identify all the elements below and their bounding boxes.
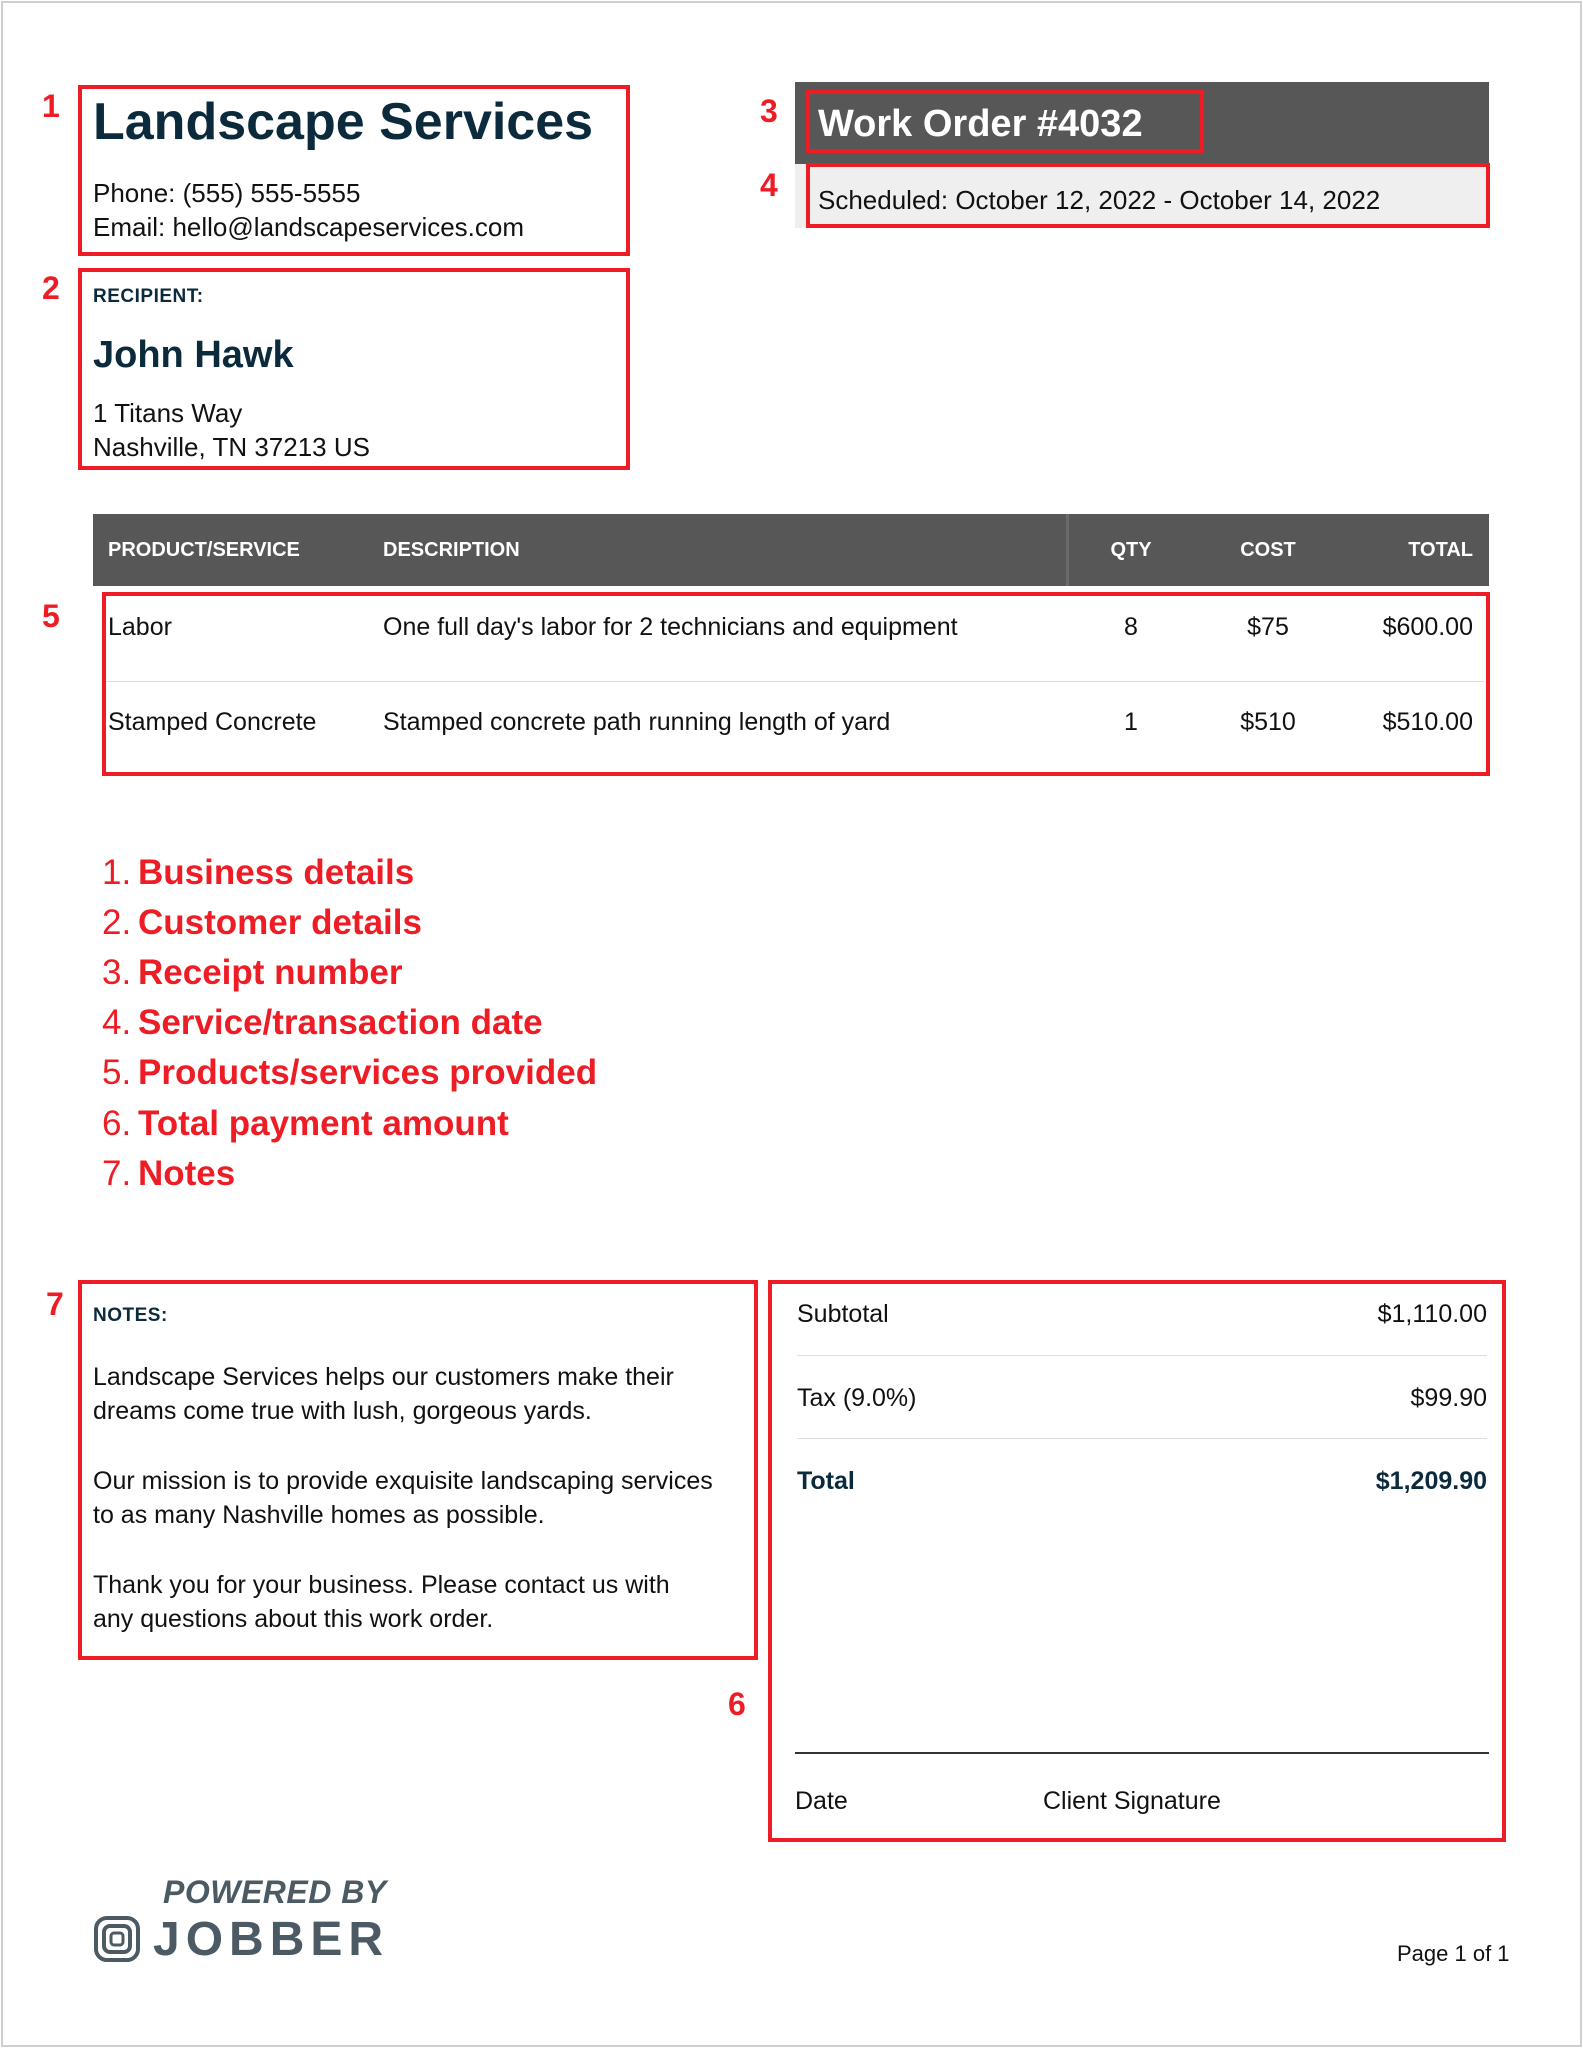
legend-text: Products/services provided <box>138 1053 598 1092</box>
subtotal-label: Subtotal <box>797 1300 889 1328</box>
legend-text: Customer details <box>138 903 422 942</box>
recipient-address-line1: 1 Titans Way <box>93 398 243 428</box>
annotation-box-receipt-number <box>806 90 1204 153</box>
legend-item-1 <box>102 853 414 893</box>
annotation-marker-5: 5 <box>42 598 60 634</box>
legend-text: Business details <box>138 853 415 892</box>
row2-cost: $510 <box>1240 708 1296 736</box>
signature-date-label: Date <box>795 1787 848 1815</box>
legend-num: 4. <box>102 1003 132 1042</box>
legend-num: 1. <box>102 853 132 892</box>
legend-num: 2. <box>102 903 132 942</box>
annotation-box-date <box>806 163 1490 228</box>
tax-value: $99.90 <box>1410 1384 1487 1412</box>
legend-item-2 <box>102 903 422 943</box>
business-phone: Phone: (555) 555-5555 <box>93 178 361 208</box>
row2-qty: 1 <box>1124 708 1138 736</box>
notes-line: Our mission is to provide exquisite landscaping services <box>93 1467 713 1495</box>
annotation-box-notes <box>78 1280 758 1660</box>
jobber-logo-icon <box>93 1915 141 1963</box>
business-name: Landscape Services <box>93 93 594 151</box>
page-number: Page 1 of 1 <box>1397 1941 1510 1966</box>
recipient-label: RECIPIENT: <box>93 286 204 307</box>
row1-total: $600.00 <box>1382 613 1473 641</box>
annotation-marker-2: 2 <box>42 270 60 306</box>
notes-label: NOTES: <box>93 1305 168 1326</box>
annotation-marker-3: 3 <box>760 93 778 129</box>
annotation-marker-7: 7 <box>46 1286 64 1322</box>
annotation-marker-6: 6 <box>728 1686 746 1722</box>
header-product-service: PRODUCT/SERVICE <box>108 539 300 561</box>
annotation-box-business <box>78 85 630 256</box>
row1-cost: $75 <box>1247 613 1289 641</box>
legend-text: Notes <box>138 1154 236 1193</box>
legend-item-7 <box>102 1154 235 1194</box>
legend-num: 3. <box>102 953 132 992</box>
powered-by-text: POWERED BY <box>163 1874 387 1910</box>
total-value: $1,209.90 <box>1375 1467 1487 1495</box>
annotation-marker-1: 1 <box>42 88 60 124</box>
subtotal-value: $1,110.00 <box>1377 1300 1487 1328</box>
legend-num: 5. <box>102 1053 132 1092</box>
annotation-marker-4: 4 <box>760 167 778 203</box>
row2-description: Stamped concrete path running length of yard <box>383 708 891 736</box>
row1-qty: 8 <box>1124 613 1138 641</box>
header-description: DESCRIPTION <box>383 539 520 561</box>
work-order-title: Work Order #4032 <box>818 103 1143 145</box>
notes-line: any questions about this work order. <box>93 1605 494 1633</box>
header-total: TOTAL <box>1408 539 1473 561</box>
legend-num: 7. <box>102 1154 132 1193</box>
annotation-box-products <box>102 592 1490 776</box>
header-qty: QTY <box>1110 539 1152 561</box>
business-email: Email: hello@landscapeservices.com <box>93 212 525 242</box>
legend-item-5 <box>102 1053 597 1093</box>
total-label: Total <box>797 1467 855 1495</box>
header-cost: COST <box>1240 539 1296 561</box>
jobber-brand: JOBBER <box>153 1913 390 1966</box>
legend-item-3 <box>102 953 403 993</box>
legend-text: Total payment amount <box>138 1104 509 1143</box>
legend-text: Receipt number <box>138 953 403 992</box>
table-header-divider <box>1066 514 1069 586</box>
annotation-box-customer <box>78 268 630 470</box>
row2-total: $510.00 <box>1382 708 1473 736</box>
notes-line: Thank you for your business. Please contact us with <box>93 1571 670 1599</box>
tax-label: Tax (9.0%) <box>797 1384 917 1412</box>
client-signature-label: Client Signature <box>1043 1787 1221 1815</box>
recipient-name: John Hawk <box>93 334 294 376</box>
row1-description: One full day's labor for 2 technicians and equipment <box>383 613 958 641</box>
legend-text: Service/transaction date <box>138 1003 543 1042</box>
row1-product: Labor <box>108 613 172 641</box>
notes-line: Landscape Services helps our customers make their <box>93 1363 674 1391</box>
legend-num: 6. <box>102 1104 132 1143</box>
notes-line: to as many Nashville homes as possible. <box>93 1501 545 1529</box>
recipient-address-line2: Nashville, TN 37213 US <box>93 432 370 462</box>
annotation-box-total <box>768 1280 1506 1842</box>
schedule-dates: Scheduled: October 12, 2022 - October 14, 2022 <box>818 185 1381 215</box>
legend-item-6 <box>102 1104 509 1144</box>
legend-item-4 <box>102 1003 543 1043</box>
row2-product: Stamped Concrete <box>108 708 317 736</box>
notes-line: dreams come true with lush, gorgeous yards. <box>93 1397 592 1425</box>
